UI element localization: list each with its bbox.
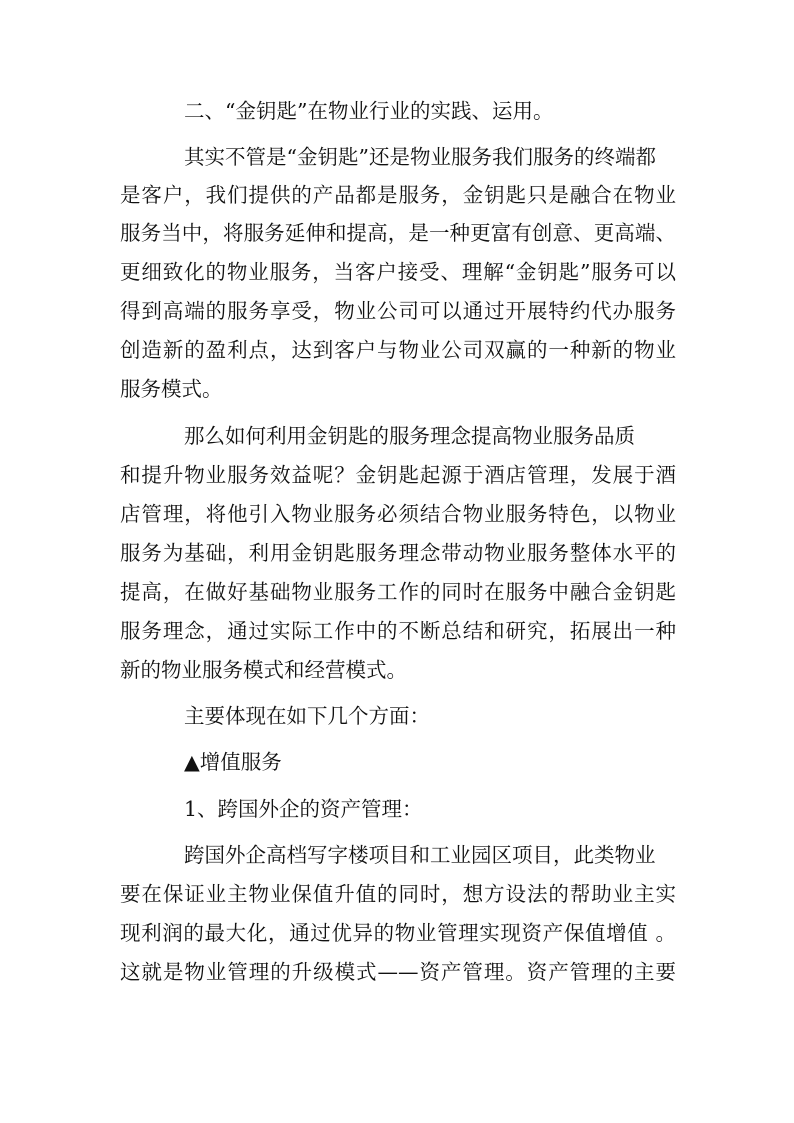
paragraph-4-line-3: 现利润的最大化，通过优异的物业管理实现资产保值增值 。 (120, 921, 676, 945)
paragraph-2-line-7: 新的物业服务模式和经营模式。 (120, 658, 407, 682)
paragraph-2-line-3: 店管理，将他引入物业服务必须结合物业服务特色，以物业 (120, 502, 676, 526)
paragraph-1-line-7: 服务模式。 (120, 377, 223, 401)
paragraph-1-line-3: 服务当中，将服务延伸和提高，是一种更富有创意、更高端、 (120, 221, 676, 245)
paragraph-1-line-5: 得到高端的服务享受，物业公司可以通过开展特约代办服务 (120, 299, 676, 323)
subheading-asset-management: 1、跨国外企的资产管理： (184, 797, 423, 821)
paragraph-1-line-2: 是客户，我们提供的产品都是服务，金钥匙只是融合在物业 (120, 183, 676, 207)
paragraph-1-line-4: 更细致化的物业服务，当客户接受、理解“金钥匙”服务可以 (120, 260, 676, 284)
paragraph-2-line-5: 提高，在做好基础物业服务工作的同时在服务中融合金钥匙 (120, 580, 676, 604)
paragraph-4-line-1: 跨国外企高档写字楼项目和工业园区项目，此类物业 (184, 843, 656, 867)
paragraph-2-line-2: 和提升物业服务效益呢？金钥匙起源于酒店管理，发展于酒 (120, 463, 676, 487)
paragraph-2-line-1: 那么如何利用金钥匙的服务理念提高物业服务品质 (184, 424, 635, 448)
section-heading: 二、“金钥匙”在物业行业的实践、运用。 (184, 99, 554, 123)
subheading-value-added-service: ▲增值服务 (184, 750, 282, 774)
paragraph-4-line-2: 要在保证业主物业保值升值的同时，想方设法的帮助业主实 (120, 882, 676, 906)
paragraph-1-line-1: 其实不管是“金钥匙”还是物业服务我们服务的终端都 (184, 145, 656, 169)
paragraph-2-line-4: 服务为基础，利用金钥匙服务理念带动物业服务整体水平的 (120, 541, 676, 565)
paragraph-1-line-6: 创造新的盈利点，达到客户与物业公司双赢的一种新的物业 (120, 338, 676, 362)
paragraph-3: 主要体现在如下几个方面： (184, 704, 430, 728)
paragraph-4-line-4: 这就是物业管理的升级模式——资产管理。资产管理的主要 (120, 960, 676, 984)
paragraph-2-line-6: 服务理念，通过实际工作中的不断总结和研究，拓展出一种 (120, 619, 676, 643)
